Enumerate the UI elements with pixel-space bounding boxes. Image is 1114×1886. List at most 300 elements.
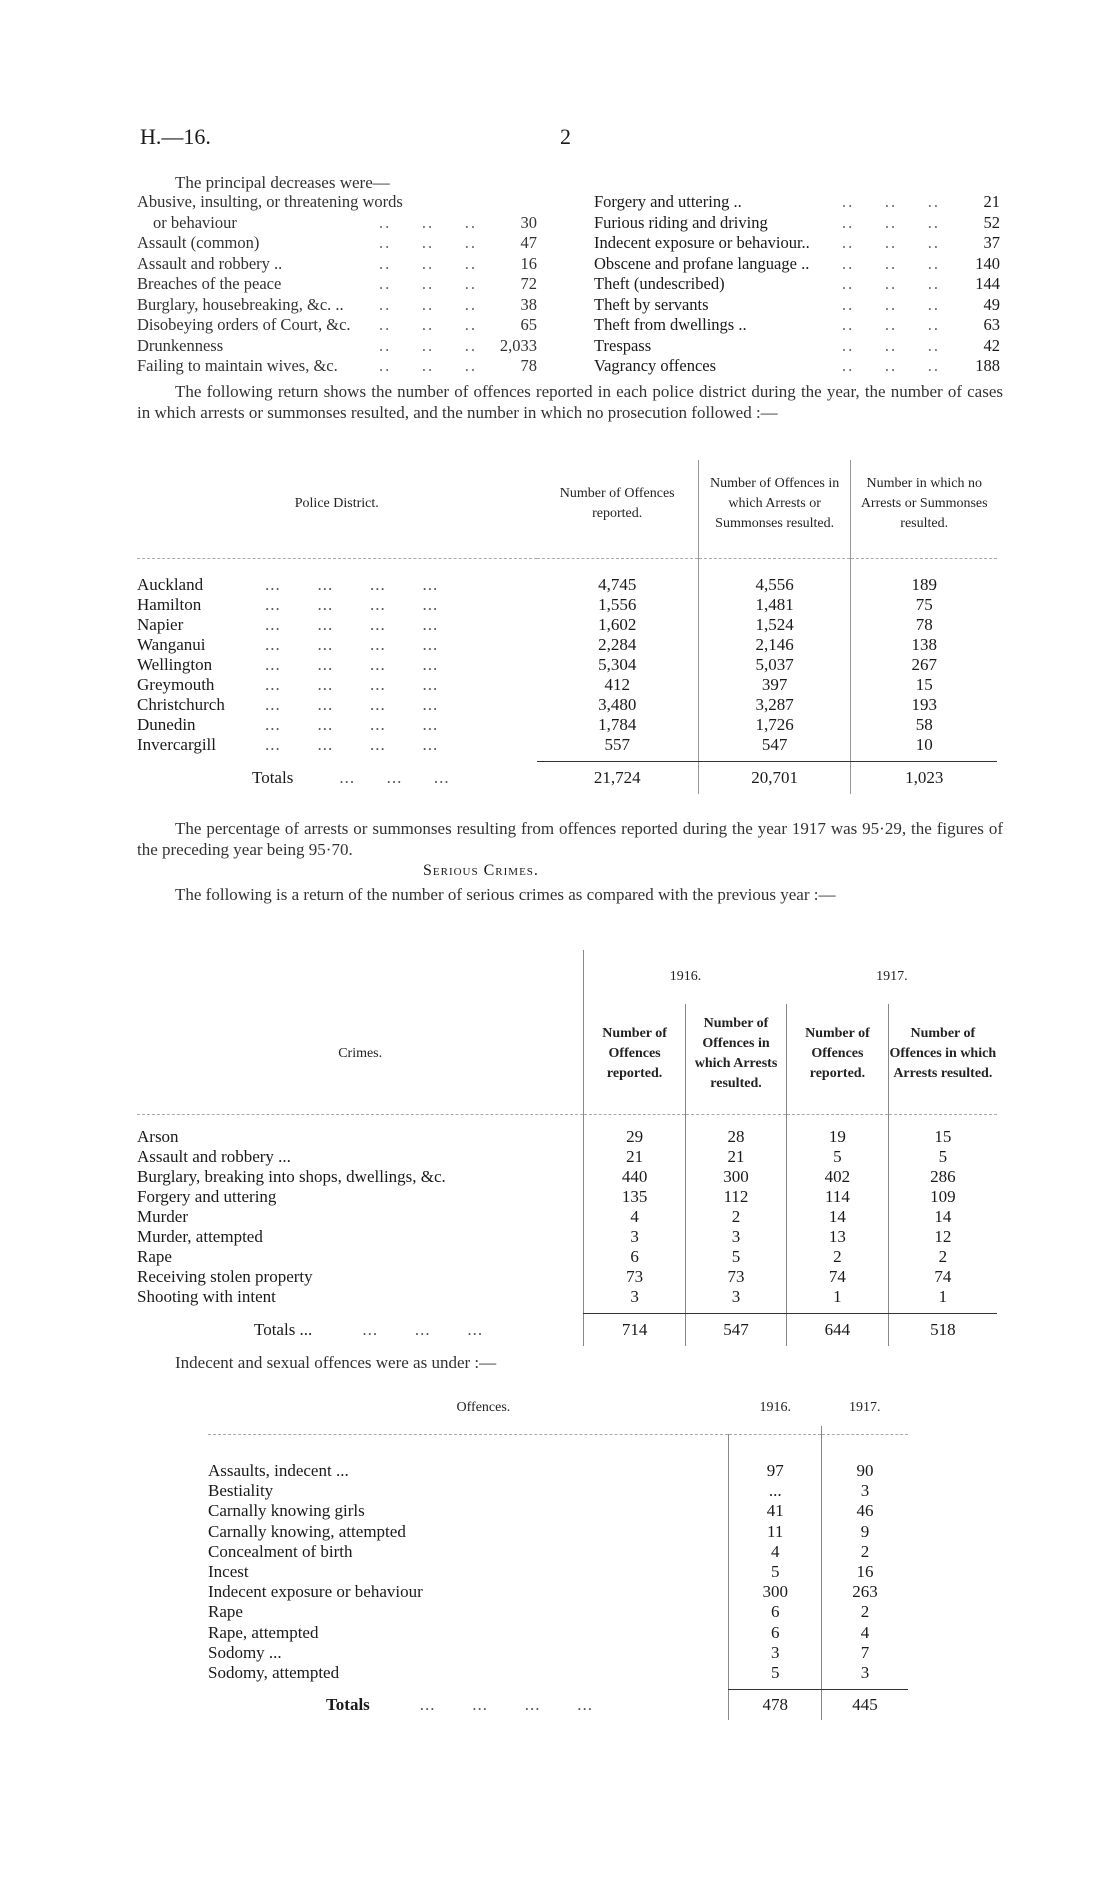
count-1917: 4 — [822, 1623, 908, 1643]
arrests-1916: 300 — [685, 1167, 786, 1187]
police-intro-paragraph — [137, 382, 1003, 423]
crime-name: Forgery and uttering — [137, 1187, 277, 1206]
decrease-value: 2,033 — [499, 335, 537, 355]
offence-row — [208, 1481, 908, 1501]
leader-dots: ... ... ... ... — [265, 675, 439, 694]
col-header-reported-1916: Number of Offences reported. — [584, 1004, 685, 1104]
decrease-label: Obscene and profane language .. — [594, 253, 810, 273]
arrests-resulted: 1,524 — [698, 615, 851, 635]
leader-dots: ... ... ... ... — [265, 715, 439, 734]
serious-crimes-table — [137, 950, 997, 1346]
arrests-1916: 112 — [685, 1187, 786, 1207]
leader-dots: ... ... ... ... — [265, 735, 439, 754]
arrests-1916: 5 — [685, 1247, 786, 1267]
police-total-arrests: 20,701 — [698, 762, 851, 795]
police-intro-text: The following return shows the number of offences reported in each police district during the year, the number of cases in which arrests or summonses resulted, and the number in which no prosecution followed :— — [137, 382, 1003, 422]
decrease-value: 78 — [520, 356, 537, 375]
decrease-value: 42 — [983, 335, 1000, 355]
arrests-1916: 73 — [685, 1267, 786, 1287]
decrease-value: 47 — [520, 233, 537, 252]
arrests-resulted: 1,481 — [698, 595, 851, 615]
col-header-arrests-1917: Number of Offences in which Arrests resulted. — [888, 1004, 997, 1104]
district-row — [137, 595, 997, 615]
reported-1917: 19 — [787, 1127, 888, 1147]
serious-total-reported-1916: 714 — [584, 1314, 685, 1347]
leader-dots: .. .. .. — [842, 253, 940, 273]
count-1916: 6 — [729, 1623, 822, 1643]
decrease-item — [594, 274, 1000, 295]
district-name: Greymouth — [137, 675, 215, 694]
decrease-item — [594, 192, 1000, 213]
col-header-offences: Offences. — [456, 1399, 511, 1415]
offence-cell — [208, 1461, 729, 1481]
indecent-totals-label: Totals ... ... ... ... — [326, 1694, 594, 1714]
serious-crimes-heading: Serious Crimes. — [423, 862, 539, 879]
arrests-1916: 3 — [685, 1227, 786, 1247]
totals-label-text: Totals — [326, 1694, 370, 1714]
offence-name: Concealment of birth — [208, 1541, 353, 1561]
arrests-resulted: 5,037 — [698, 655, 851, 675]
count-1916: 4 — [729, 1542, 822, 1562]
arrests-1916: 28 — [685, 1127, 786, 1147]
district-cell — [137, 655, 537, 675]
crime-cell — [137, 1247, 584, 1267]
offences-reported: 3,480 — [598, 695, 637, 714]
no-arrests: 10 — [851, 735, 997, 755]
police-totals-row — [137, 762, 997, 795]
decrease-label: Theft by servants — [594, 294, 709, 314]
no-arrests: 15 — [851, 675, 997, 695]
page-number: 2 — [560, 124, 571, 149]
district-name: Dunedin — [137, 715, 196, 734]
crime-name: Burglary, breaking into shops, dwellings, &c. — [137, 1167, 446, 1186]
decrease-item — [594, 254, 1000, 275]
district-cell — [137, 715, 537, 735]
reported-1916: 29 — [584, 1127, 685, 1147]
offence-cell — [208, 1663, 729, 1683]
reported-1917: 14 — [787, 1207, 888, 1227]
offence-cell — [208, 1501, 729, 1521]
offence-row — [208, 1663, 908, 1683]
count-1916: ... — [729, 1481, 822, 1501]
serious-intro-paragraph — [137, 885, 1003, 906]
decrease-label: Burglary, housebreaking, &c. .. — [137, 294, 344, 314]
offence-cell — [208, 1542, 729, 1562]
count-1917: 46 — [822, 1501, 908, 1521]
crime-cell — [137, 1127, 584, 1147]
no-arrests: 267 — [851, 655, 997, 675]
district-name: Auckland — [137, 575, 204, 594]
offence-cell — [208, 1562, 729, 1582]
decrease-label: Abusive, insulting, or threatening words — [137, 192, 403, 211]
district-cell — [137, 575, 537, 595]
leader-dots: ... ... ... ... — [265, 595, 439, 614]
offences-reported: 1,556 — [598, 595, 637, 614]
decreases-left-column — [137, 192, 537, 377]
district-row — [137, 715, 997, 735]
decrease-label: Trespass — [594, 335, 652, 355]
offence-row — [208, 1522, 908, 1542]
col-header-1917: 1917. — [849, 1399, 881, 1415]
reported-1916: 73 — [584, 1267, 685, 1287]
count-1916: 6 — [729, 1602, 822, 1622]
document-reference: H.—16. — [140, 124, 211, 149]
serious-total-reported-1917: 644 — [787, 1314, 888, 1347]
district-name: Wellington — [137, 655, 213, 674]
crime-row — [137, 1227, 997, 1247]
decrease-value: 144 — [975, 274, 1000, 293]
offence-row — [208, 1461, 908, 1481]
decrease-item — [137, 356, 537, 377]
district-row — [137, 615, 997, 635]
offence-row — [208, 1562, 908, 1582]
offences-reported: 4,745 — [598, 575, 637, 594]
district-name: Napier — [137, 615, 184, 634]
indecent-offences-table — [208, 1390, 908, 1720]
count-1916: 300 — [729, 1582, 822, 1602]
arrests-1917: 2 — [888, 1247, 997, 1267]
leader-dots: .. .. .. — [379, 233, 477, 252]
serious-total-arrests-1916: 547 — [685, 1314, 786, 1347]
district-row — [137, 655, 997, 675]
leader-dots: .. .. .. — [379, 335, 477, 355]
leader-dots: .. .. .. — [842, 192, 940, 211]
crime-row — [137, 1267, 997, 1287]
crime-cell — [137, 1167, 584, 1187]
crime-cell — [137, 1147, 584, 1167]
reported-1916: 6 — [584, 1247, 685, 1267]
offence-name: Carnally knowing, attempted — [208, 1521, 406, 1541]
arrests-1917: 12 — [888, 1227, 997, 1247]
reported-1916: 3 — [584, 1227, 685, 1247]
decrease-item — [137, 213, 537, 234]
arrests-1917: 14 — [888, 1207, 997, 1227]
totals-label-text: Totals ... — [254, 1319, 313, 1339]
police-total-no-arrests: 1,023 — [851, 762, 997, 795]
decrease-item — [594, 336, 1000, 357]
district-cell — [137, 675, 537, 695]
col-header-district: Police District. — [294, 496, 379, 511]
district-row — [137, 635, 997, 655]
decrease-item — [137, 254, 537, 275]
decrease-label: Theft (undescribed) — [594, 274, 725, 293]
leader-dots: .. .. .. — [842, 212, 940, 232]
count-1916: 41 — [729, 1501, 822, 1521]
crime-row — [137, 1127, 997, 1147]
crime-row — [137, 1167, 997, 1187]
district-name: Invercargill — [137, 735, 216, 754]
offences-reported: 1,784 — [598, 715, 637, 734]
decrease-value: 21 — [983, 192, 1000, 211]
leader-dots: ... ... ... ... — [265, 695, 439, 714]
decrease-item — [594, 356, 1000, 377]
reported-1916: 4 — [584, 1207, 685, 1227]
col-header-reported-1917: Number of Offences reported. — [787, 1004, 888, 1104]
decrease-label: Disobeying orders of Court, &c. — [137, 315, 351, 334]
decrease-value: 49 — [983, 294, 1000, 314]
offence-cell — [208, 1643, 729, 1663]
leader-dots: ... ... ... ... — [265, 615, 439, 634]
serious-intro-text: The following is a return of the number of serious crimes as compared with the previous year :— — [175, 885, 836, 904]
decrease-value: 65 — [520, 315, 537, 334]
reported-1917: 114 — [787, 1187, 888, 1207]
decrease-item — [594, 213, 1000, 234]
col-header-reported: Number of Offences reported. — [559, 486, 675, 521]
indecent-total-1917: 445 — [822, 1690, 908, 1721]
decrease-item — [137, 336, 537, 357]
offence-row — [208, 1582, 908, 1602]
count-1917: 3 — [822, 1663, 908, 1683]
district-row — [137, 575, 997, 595]
crime-cell — [137, 1207, 584, 1227]
crime-name: Shooting with intent — [137, 1287, 276, 1306]
offence-name: Assaults, indecent ... — [208, 1461, 349, 1480]
offences-reported: 2,284 — [598, 635, 637, 654]
leader-dots: .. .. .. — [379, 212, 477, 232]
decrease-item — [137, 274, 537, 295]
police-district-table — [137, 460, 997, 794]
offence-name: Indecent exposure or behaviour — [208, 1582, 423, 1602]
decrease-item — [594, 295, 1000, 316]
count-1916: 5 — [729, 1663, 822, 1683]
offence-row — [208, 1623, 908, 1643]
decrease-label: Drunkenness — [137, 335, 224, 355]
count-1916: 3 — [729, 1643, 822, 1663]
offence-name: Sodomy ... — [208, 1642, 282, 1662]
count-1917: 7 — [822, 1643, 908, 1663]
arrests-resulted: 2,146 — [698, 635, 851, 655]
offences-reported: 5,304 — [598, 655, 637, 674]
reported-1917: 2 — [787, 1247, 888, 1267]
no-arrests: 193 — [851, 695, 997, 715]
serious-totals-row — [137, 1314, 997, 1347]
offence-cell — [208, 1623, 729, 1643]
crime-row — [137, 1187, 997, 1207]
offence-row — [208, 1643, 908, 1663]
reported-1916: 135 — [584, 1187, 685, 1207]
arrests-1916: 3 — [685, 1287, 786, 1307]
leader-dots: .. .. .. — [379, 253, 477, 273]
crime-name: Receiving stolen property — [137, 1267, 313, 1286]
crime-name: Murder — [137, 1207, 188, 1226]
year-header-1917: 1917. — [876, 969, 908, 984]
decrease-label: Assault and robbery .. — [137, 253, 283, 273]
decreases-right-column — [594, 192, 1000, 377]
decrease-item — [137, 192, 537, 213]
crime-cell — [137, 1227, 584, 1247]
reported-1917: 1 — [787, 1287, 888, 1307]
count-1917: 9 — [822, 1522, 908, 1542]
district-name: Christchurch — [137, 695, 225, 714]
no-arrests: 189 — [851, 575, 997, 595]
reported-1917: 402 — [787, 1167, 888, 1187]
offence-row — [208, 1602, 908, 1622]
offences-reported: 1,602 — [598, 615, 637, 634]
col-header-crimes: Crimes. — [338, 1046, 383, 1061]
crime-name: Murder, attempted — [137, 1227, 263, 1246]
indecent-intro-text: Indecent and sexual offences were as under :— — [175, 1353, 497, 1372]
reported-1916: 21 — [584, 1147, 685, 1167]
offence-row — [208, 1542, 908, 1562]
reported-1917: 74 — [787, 1267, 888, 1287]
decrease-value: 188 — [975, 356, 1000, 375]
offence-name: Carnally knowing girls — [208, 1501, 365, 1521]
district-cell — [137, 635, 537, 655]
decrease-label: Indecent exposure or behaviour.. — [594, 233, 810, 252]
count-1917: 2 — [822, 1602, 908, 1622]
indecent-totals-row — [208, 1690, 908, 1721]
district-row — [137, 735, 997, 755]
offence-cell — [208, 1522, 729, 1542]
count-1917: 263 — [822, 1582, 908, 1602]
offences-reported: 557 — [604, 735, 630, 754]
crime-cell — [137, 1287, 584, 1307]
district-row — [137, 675, 997, 695]
district-name: Hamilton — [137, 595, 202, 614]
count-1916: 11 — [729, 1522, 822, 1542]
decrease-value: 30 — [520, 212, 537, 232]
no-arrests: 58 — [851, 715, 997, 735]
leader-dots: .. .. .. — [379, 294, 477, 314]
decrease-label: Forgery and uttering .. — [594, 192, 742, 211]
offence-cell — [208, 1602, 729, 1622]
arrests-1916: 21 — [685, 1147, 786, 1167]
district-cell — [137, 595, 537, 615]
leader-dots: .. .. .. — [842, 315, 940, 334]
reported-1917: 5 — [787, 1147, 888, 1167]
arrests-1917: 5 — [888, 1147, 997, 1167]
decrease-value: 38 — [520, 294, 537, 314]
decrease-value: 72 — [520, 274, 537, 293]
col-header-arrests: Number of Offences in which Arrests or Summonses resulted. — [698, 460, 851, 548]
totals-label-text: Totals — [252, 767, 294, 787]
district-cell — [137, 735, 537, 755]
decrease-label: Failing to maintain wives, &c. — [137, 356, 338, 375]
decrease-value: 140 — [975, 253, 1000, 273]
district-name: Wanganui — [137, 635, 206, 654]
crime-row — [137, 1287, 997, 1307]
decrease-value: 52 — [983, 212, 1000, 232]
decrease-value: 63 — [983, 315, 1000, 334]
decrease-label: or behaviour — [153, 212, 237, 232]
count-1916: 97 — [729, 1461, 822, 1481]
decrease-item — [137, 315, 537, 336]
no-arrests: 138 — [851, 635, 997, 655]
arrests-1917: 15 — [888, 1127, 997, 1147]
count-1917: 3 — [822, 1481, 908, 1501]
district-cell — [137, 695, 537, 715]
leader-dots: .. .. .. — [842, 356, 940, 375]
leader-dots: ... ... ... ... — [265, 575, 439, 594]
leader-dots: .. .. .. — [379, 274, 477, 293]
crime-name: Assault and robbery ... — [137, 1147, 291, 1166]
police-total-reported: 21,724 — [593, 768, 641, 787]
indecent-intro-paragraph — [137, 1353, 1003, 1374]
arrests-resulted: 4,556 — [698, 575, 851, 595]
decrease-item — [137, 233, 537, 254]
decrease-label: Furious riding and driving — [594, 212, 768, 232]
decrease-label: Assault (common) — [137, 233, 260, 252]
percentage-paragraph — [137, 819, 1003, 860]
decrease-value: 16 — [520, 253, 537, 273]
serious-total-arrests-1917: 518 — [888, 1314, 997, 1347]
decrease-value: 37 — [983, 233, 1000, 252]
reported-1916: 3 — [584, 1287, 685, 1307]
col-header-arrests-1916: Number of Offences in which Arrests resulted. — [685, 1004, 786, 1104]
crime-cell — [137, 1187, 584, 1207]
leader-dots: .. .. .. — [842, 274, 940, 293]
crime-row — [137, 1147, 997, 1167]
district-cell — [137, 615, 537, 635]
leader-dots: ... ... ... ... — [265, 655, 439, 674]
arrests-resulted: 1,726 — [698, 715, 851, 735]
arrests-1917: 1 — [888, 1287, 997, 1307]
crime-cell — [137, 1267, 584, 1287]
count-1917: 90 — [822, 1461, 908, 1481]
reported-1917: 13 — [787, 1227, 888, 1247]
col-header-no-arrests: Number in which no Arrests or Summonses resulted. — [851, 460, 997, 548]
count-1917: 16 — [822, 1562, 908, 1582]
leader-dots: .. .. .. — [842, 335, 940, 355]
offence-row — [208, 1501, 908, 1521]
decrease-label: Breaches of the peace — [137, 274, 282, 293]
year-header-1916: 1916. — [584, 950, 787, 1004]
crime-name: Arson — [137, 1127, 179, 1146]
col-header-1916: 1916. — [759, 1399, 791, 1415]
decrease-label: Vagrancy offences — [594, 356, 717, 375]
count-1916: 5 — [729, 1562, 822, 1582]
indecent-total-1916: 478 — [729, 1690, 822, 1721]
arrests-resulted: 397 — [698, 675, 851, 695]
no-arrests: 78 — [851, 615, 997, 635]
reported-1916: 440 — [584, 1167, 685, 1187]
arrests-1916: 2 — [685, 1207, 786, 1227]
crime-name: Rape — [137, 1247, 172, 1266]
decrease-item — [594, 315, 1000, 336]
arrests-1917: 74 — [888, 1267, 997, 1287]
decrease-item — [137, 295, 537, 316]
offence-name: Rape, attempted — [208, 1622, 319, 1642]
offence-cell — [208, 1582, 729, 1602]
arrests-resulted: 3,287 — [698, 695, 851, 715]
offence-name: Bestiality — [208, 1481, 274, 1501]
decreases-intro: The principal decreases were— — [175, 173, 390, 192]
crime-row — [137, 1247, 997, 1267]
leader-dots: ... ... ... ... — [265, 635, 439, 654]
offence-name: Rape — [208, 1602, 243, 1622]
arrests-resulted: 547 — [698, 735, 851, 755]
district-row — [137, 695, 997, 715]
offence-cell — [208, 1481, 729, 1501]
serious-totals-label: Totals ... ... ... ... — [254, 1319, 484, 1339]
arrests-1917: 109 — [888, 1187, 997, 1207]
no-arrests: 75 — [851, 595, 997, 615]
offence-name: Sodomy, attempted — [208, 1663, 340, 1683]
leader-dots: .. .. .. — [379, 356, 477, 375]
arrests-1917: 286 — [888, 1167, 997, 1187]
count-1917: 2 — [822, 1542, 908, 1562]
police-totals-label: Totals ... ... ... — [252, 767, 450, 787]
leader-dots: .. .. .. — [842, 294, 940, 314]
crime-row — [137, 1207, 997, 1227]
leader-dots: .. .. .. — [842, 233, 940, 252]
decrease-item — [594, 233, 1000, 254]
percentage-text: The percentage of arrests or summonses resulting from offences reported during the year 1917 was 95·29, the figures of the preceding year being 95·70. — [137, 819, 1003, 859]
offences-reported: 412 — [604, 675, 630, 694]
leader-dots: .. .. .. — [379, 315, 477, 334]
offence-name: Incest — [208, 1562, 249, 1582]
decrease-label: Theft from dwellings .. — [594, 315, 747, 334]
